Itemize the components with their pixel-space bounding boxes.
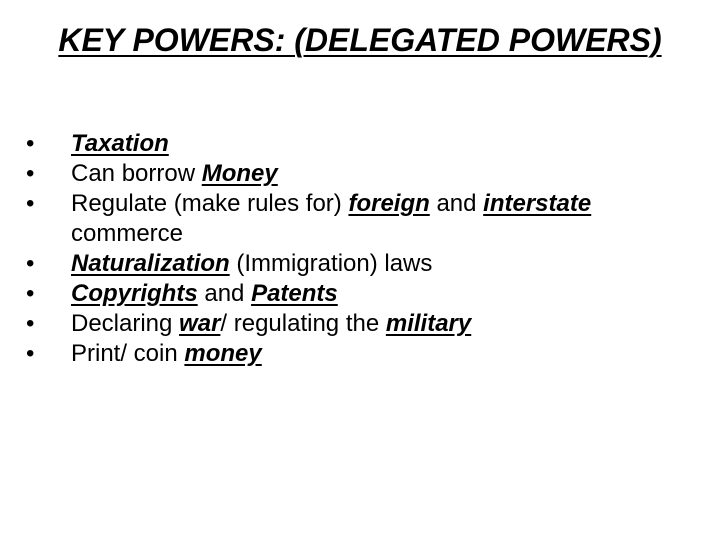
bullet-item	[26, 279, 686, 309]
bullet-item	[26, 309, 686, 339]
bullet-dot: •	[26, 160, 35, 187]
bullet-text: and	[429, 190, 484, 217]
emphasized-term: Naturalization	[71, 250, 230, 277]
bullet-item	[26, 249, 686, 279]
bullet-text: / regulating the	[220, 310, 386, 337]
bullet-item	[26, 339, 686, 369]
bullet-text: and	[197, 280, 252, 307]
emphasized-term: money	[184, 340, 262, 367]
emphasized-term: military	[385, 310, 472, 337]
bullet-dot: •	[26, 280, 35, 307]
bullet-text: (Immigration) laws	[229, 250, 433, 277]
bullet-dot: •	[26, 310, 35, 337]
bullet-item	[26, 159, 686, 189]
bullet-list	[26, 129, 686, 369]
bullet-dot: •	[26, 340, 35, 367]
bullet-text: Can borrow	[71, 160, 202, 187]
bullet-text: Print/ coin	[71, 340, 185, 367]
emphasized-term: foreign	[348, 190, 430, 217]
emphasized-term: Patents	[251, 280, 338, 307]
bullet-dot: •	[26, 130, 35, 157]
bullet-text: Regulate (make rules for)	[71, 190, 349, 217]
bullet-dot: •	[26, 250, 35, 277]
bullet-text: Declaring	[71, 310, 180, 337]
emphasized-term: Money	[201, 160, 278, 187]
emphasized-term: Copyrights	[71, 280, 198, 307]
bullet-text: commerce	[71, 220, 184, 247]
bullet-item	[26, 189, 686, 249]
bullet-item	[26, 129, 686, 159]
slide-title: KEY POWERS: (DELEGATED POWERS)	[58, 22, 662, 58]
emphasized-term: interstate	[483, 190, 592, 217]
emphasized-term: war	[179, 310, 221, 337]
emphasized-term: Taxation	[71, 130, 169, 157]
bullet-dot: •	[26, 190, 35, 217]
